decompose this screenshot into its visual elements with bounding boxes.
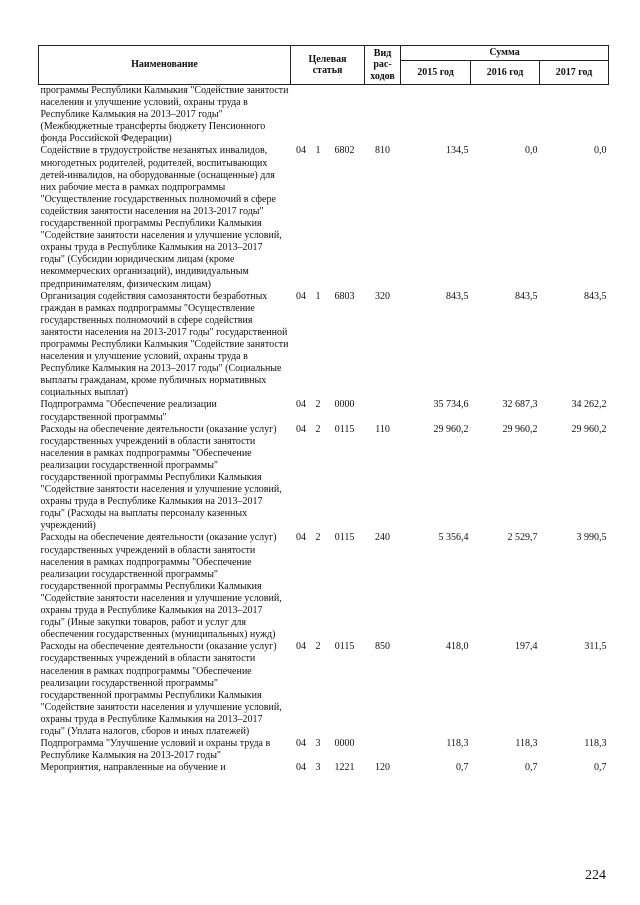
- row-sum-2016: 29 960,2: [502, 423, 538, 435]
- row-sum-2015: 29 960,2: [433, 423, 469, 435]
- row-code-section: 04: [296, 290, 306, 302]
- row-name: Содействие в трудоустройстве незанятых инвалидов, многодетных родителей, родителей, воспитывающих детей-инвалидов, на оборудованные (оснащенные) для них рабочие места в рамках подпрограммы "Осуществление государственных полномочий в сфере содействия занятости населения на 2013-2017 годы" государственной программы Республики Калмыкия "Содействие занятости населения и улучшение условий, охраны труда в Республике Калмыкия на 2013–2017 годы" (Субсидии юридическим лицам (кроме некоммерческих организаций), индивидуальным предпринимателям, физическим лицам): [40, 145, 282, 290]
- row-code-item: 0000: [334, 399, 355, 411]
- row-name: Расходы на обеспечение деятельности (оказание услуг) государственных учреждений в области занятости населения в рамках подпрограммы "Обеспечение реализации государственной программы" государственной программы Республики Калмыкия "Содействие занятости населения и улучшение условий, охраны труда в Республике Калмыкия на 2013–2017 годы" (Уплата налогов, сборов и иных платежей): [40, 641, 282, 737]
- row-expense-type: 110: [375, 423, 390, 435]
- row-sum-2015: [401, 85, 471, 146]
- row-sum-2017: 311,5: [584, 641, 607, 653]
- table-row: [39, 532, 609, 641]
- row-code-item: 0115: [334, 641, 355, 653]
- row-name: Расходы на обеспечение деятельности (оказание услуг) государственных учреждений в области занятости населения в рамках подпрограммы "Обеспечение реализации государственной программы" государственной программы Республики Калмыкия "Содействие занятости населения и улучшение условий, охраны труда в Республике Калмыкия на 2013–2017 годы" (Расходы на выплаты персоналу казенных учреждений): [40, 423, 282, 532]
- row-expense-type: [365, 85, 401, 146]
- row-code-subprogram: 2: [315, 423, 321, 435]
- row-code-item: 6803: [334, 290, 355, 302]
- row-name: Подпрограмма "Улучшение условий и охраны труда в Республике Калмыкия на 2013-2017 годы": [40, 738, 271, 762]
- row-sum-2017: 29 960,2: [571, 423, 607, 435]
- row-sum-2016: 118,3: [515, 738, 538, 750]
- row-name: программы Республики Калмыкия "Содействие занятости населения и улучшение условий, охраны труда в Республике Калмыкия на 2013–2017 годы" (Межбюджетные трансферты бюджету Пенсионного фонда Российской Федерации): [40, 85, 289, 145]
- row-code-item: 0115: [334, 532, 355, 544]
- table-row: [39, 145, 609, 290]
- row-expense-type: [365, 399, 401, 423]
- row-sum-2017: 0,0: [594, 145, 607, 157]
- row-code-section: 04: [296, 145, 306, 157]
- row-sum-2015: 0,7: [456, 762, 469, 774]
- table-row: [39, 762, 609, 774]
- row-code-subprogram: 2: [315, 641, 321, 653]
- row-expense-type: 810: [375, 145, 391, 157]
- row-code-section: 04: [296, 532, 306, 544]
- header-name: Наименование: [39, 46, 291, 85]
- row-code-item: 0000: [334, 738, 355, 750]
- row-sum-2016: 32 687,3: [502, 399, 538, 411]
- row-expense-type: 240: [375, 532, 391, 544]
- row-sum-2016: 843,5: [515, 290, 538, 302]
- row-code-section: 04: [296, 641, 306, 653]
- row-name: Мероприятия, направленные на обучение и: [40, 762, 226, 774]
- row-code-section: 04: [296, 423, 306, 435]
- row-sum-2017: 843,5: [584, 290, 607, 302]
- row-sum-2016: [471, 85, 540, 146]
- row-sum-2016: 2 529,7: [507, 532, 538, 544]
- row-sum-2015: 118,3: [446, 738, 469, 750]
- row-sum-2017: 34 262,2: [571, 399, 607, 411]
- row-name: Подпрограмма "Обеспечение реализации государственной программы": [40, 399, 217, 423]
- header-2017: 2017 год: [540, 61, 609, 85]
- row-code-item: 1221: [334, 762, 355, 774]
- row-sum-2015: 5 356,4: [438, 532, 469, 544]
- row-expense-type: 320: [375, 290, 391, 302]
- header-sum: Сумма: [401, 46, 609, 61]
- row-sum-2017: 118,3: [584, 738, 607, 750]
- row-code-item: 6802: [334, 145, 355, 157]
- row-sum-2016: 0,0: [525, 145, 538, 157]
- row-code-subprogram: 1: [315, 145, 321, 157]
- table-header: [39, 46, 609, 85]
- row-code-section: [291, 85, 312, 146]
- row-code-item: 0115: [334, 423, 355, 435]
- row-sum-2016: 197,4: [515, 641, 538, 653]
- row-sum-2015: 35 734,6: [433, 399, 469, 411]
- table-row: [39, 424, 609, 533]
- row-expense-type: 120: [375, 762, 391, 774]
- budget-table: [38, 45, 609, 774]
- row-name: Расходы на обеспечение деятельности (оказание услуг) государственных учреждений в области занятости населения в рамках подпрограммы "Обеспечение реализации государственной программы" государственной программы Республики Калмыкия "Содействие занятости населения и улучшение условий, охраны труда в Республике Калмыкия на 2013–2017 годы" (Иные закупки товаров, работ и услуг для обеспечения государственных (муниципальных) нужд): [40, 532, 282, 641]
- row-expense-type: [365, 738, 401, 762]
- row-code-section: 04: [296, 399, 306, 411]
- table-row: [39, 85, 609, 146]
- table-body: [39, 85, 609, 775]
- row-code-subprogram: 3: [315, 762, 321, 774]
- row-code-subprogram: 1: [315, 290, 321, 302]
- row-code-item: [325, 85, 365, 146]
- row-code-subprogram: 2: [315, 399, 321, 411]
- row-code-subprogram: 3: [315, 738, 321, 750]
- row-code-subprogram: [312, 85, 325, 146]
- row-name: Организация содействия самозанятости безработных граждан в рамках подпрограммы "Осуществление государственных полномочий в сфере содействия занятости населения на 2013-2017 годы" государственной программы Республики Калмыкия "Содействие занятости населения и улучшение условий, охраны труда в Республике Калмыкия на 2013–2017 годы" (Социальные выплаты гражданам, кроме публичных нормативных социальных выплат): [40, 290, 289, 399]
- table-row: [39, 738, 609, 762]
- header-target: Целевая статья: [291, 46, 365, 85]
- row-sum-2015: 134,5: [446, 145, 469, 157]
- row-code-section: 04: [296, 738, 306, 750]
- header-2016: 2016 год: [471, 61, 540, 85]
- row-sum-2015: 843,5: [446, 290, 469, 302]
- row-sum-2017: 0,7: [594, 762, 607, 774]
- row-code-subprogram: 2: [315, 532, 321, 544]
- row-sum-2017: 3 990,5: [576, 532, 607, 544]
- row-expense-type: 850: [375, 641, 391, 653]
- row-sum-2017: [540, 85, 609, 146]
- table-row: [39, 291, 609, 400]
- header-type: Вид рас-ходов: [365, 46, 401, 85]
- row-code-section: 04: [296, 762, 306, 774]
- page-number: 224: [585, 868, 606, 883]
- table-row: [39, 641, 609, 738]
- row-sum-2015: 418,0: [446, 641, 469, 653]
- row-sum-2016: 0,7: [525, 762, 538, 774]
- header-2015: 2015 год: [401, 61, 471, 85]
- table-row: [39, 399, 609, 423]
